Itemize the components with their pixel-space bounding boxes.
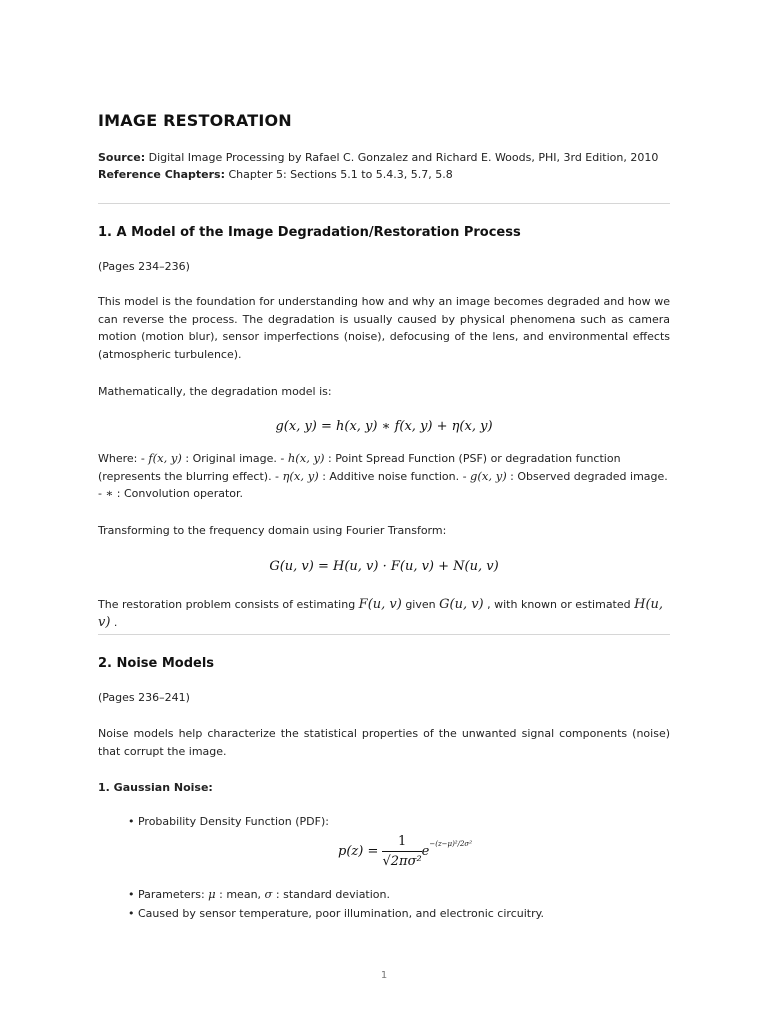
divider: [98, 203, 670, 204]
section-2-heading: 2. Noise Models: [98, 656, 215, 671]
source-text: Digital Image Processing by Rafael C. Gonzalez and Richard E. Woods, PHI, 3rd Edition, 2010: [148, 151, 659, 164]
pdf-numerator: 1: [382, 834, 421, 852]
document-title: IMAGE RESTORATION: [98, 111, 292, 130]
restoration-text: given: [401, 598, 440, 611]
reference-text: Chapter 5: Sections 5.1 to 5.4.3, 5.7, 5.8: [228, 168, 453, 181]
math-eta: η(x, y): [282, 468, 319, 483]
pdf-lhs: p(z) =: [338, 844, 383, 859]
math-convolution: ∗: [105, 486, 114, 500]
gaussian-pdf-equation: [338, 834, 472, 869]
degradation-equation: g(x, y) = h(x, y) ∗ f(x, y) + η(x, y): [275, 419, 493, 434]
restoration-text: , with known or estimated: [483, 598, 635, 611]
parameters-text: • Parameters:: [128, 888, 209, 901]
where-text: : Observed degraded image. -: [98, 469, 668, 500]
where-text: Where: -: [98, 452, 149, 465]
restoration-text: .: [110, 616, 118, 629]
divider: [98, 634, 670, 635]
source-line: [98, 149, 670, 167]
section-1-pages: (Pages 234–236): [98, 260, 190, 273]
section-1-paragraph: This model is the foundation for understanding how and why an image becomes degraded and how we can reverse the process. The degradation is usually caused by physical phenomena such as camera motion (motion blur), sensor imperfections (noise), defocusing of the lens, and environmental effects (atmospheric turbulence).: [98, 295, 670, 361]
where-text: : Original image. -: [181, 452, 288, 465]
reference-label: Reference Chapters:: [98, 168, 225, 181]
pdf-exp-base: e: [421, 844, 430, 859]
math-G: G(u, v): [439, 597, 484, 612]
pdf-denominator: √2πσ²: [382, 854, 422, 869]
math-mu: μ: [208, 887, 216, 901]
math-F: F(u, v): [358, 597, 402, 612]
section-2-pages: (Pages 236–241): [98, 691, 190, 704]
math-h: h(x, y): [287, 451, 325, 465]
gaussian-subheading: 1. Gaussian Noise:: [98, 781, 213, 794]
page-number: 1: [380, 970, 388, 981]
fourier-intro: Transforming to the frequency domain using Fourier Transform:: [98, 524, 447, 537]
section-1-model-intro: Mathematically, the degradation model is:: [98, 385, 332, 398]
reference-line: [98, 166, 670, 184]
frequency-equation: G(u, v) = H(u, v) · F(u, v) + N(u, v): [269, 559, 499, 574]
where-text: : Point Spread Function (PSF) or degradation function (represents the blurring effect). -: [98, 452, 621, 483]
restoration-statement: [98, 596, 670, 632]
restoration-text: The restoration problem consists of estimating: [98, 598, 359, 611]
bullet-pdf: • Probability Density Function (PDF):: [128, 815, 329, 828]
where-text: : Additive noise function. -: [318, 469, 471, 483]
math-f: f(x, y): [148, 451, 182, 465]
math-H: H(u, v): [98, 597, 664, 630]
section-1-heading: 1. A Model of the Image Degradation/Restoration Process: [98, 225, 521, 240]
bullet-causes: • Caused by sensor temperature, poor illumination, and electronic circuitry.: [128, 907, 545, 920]
where-text: : Convolution operator.: [113, 487, 244, 500]
where-definitions: [98, 450, 670, 503]
parameters-text: : mean,: [215, 888, 265, 901]
parameters-text: : standard deviation.: [272, 888, 391, 901]
math-g: g(x, y): [470, 468, 507, 483]
pdf-exponent: −(z−μ)²/2σ²: [429, 840, 473, 848]
pdf-fraction: [382, 834, 421, 869]
section-2-paragraph: Noise models help characterize the statistical properties of the unwanted signal components (noise) that corrupt the image.: [98, 727, 670, 758]
bullet-parameters: [128, 885, 390, 904]
source-label: Source:: [98, 151, 146, 164]
math-sigma: σ: [264, 887, 273, 901]
